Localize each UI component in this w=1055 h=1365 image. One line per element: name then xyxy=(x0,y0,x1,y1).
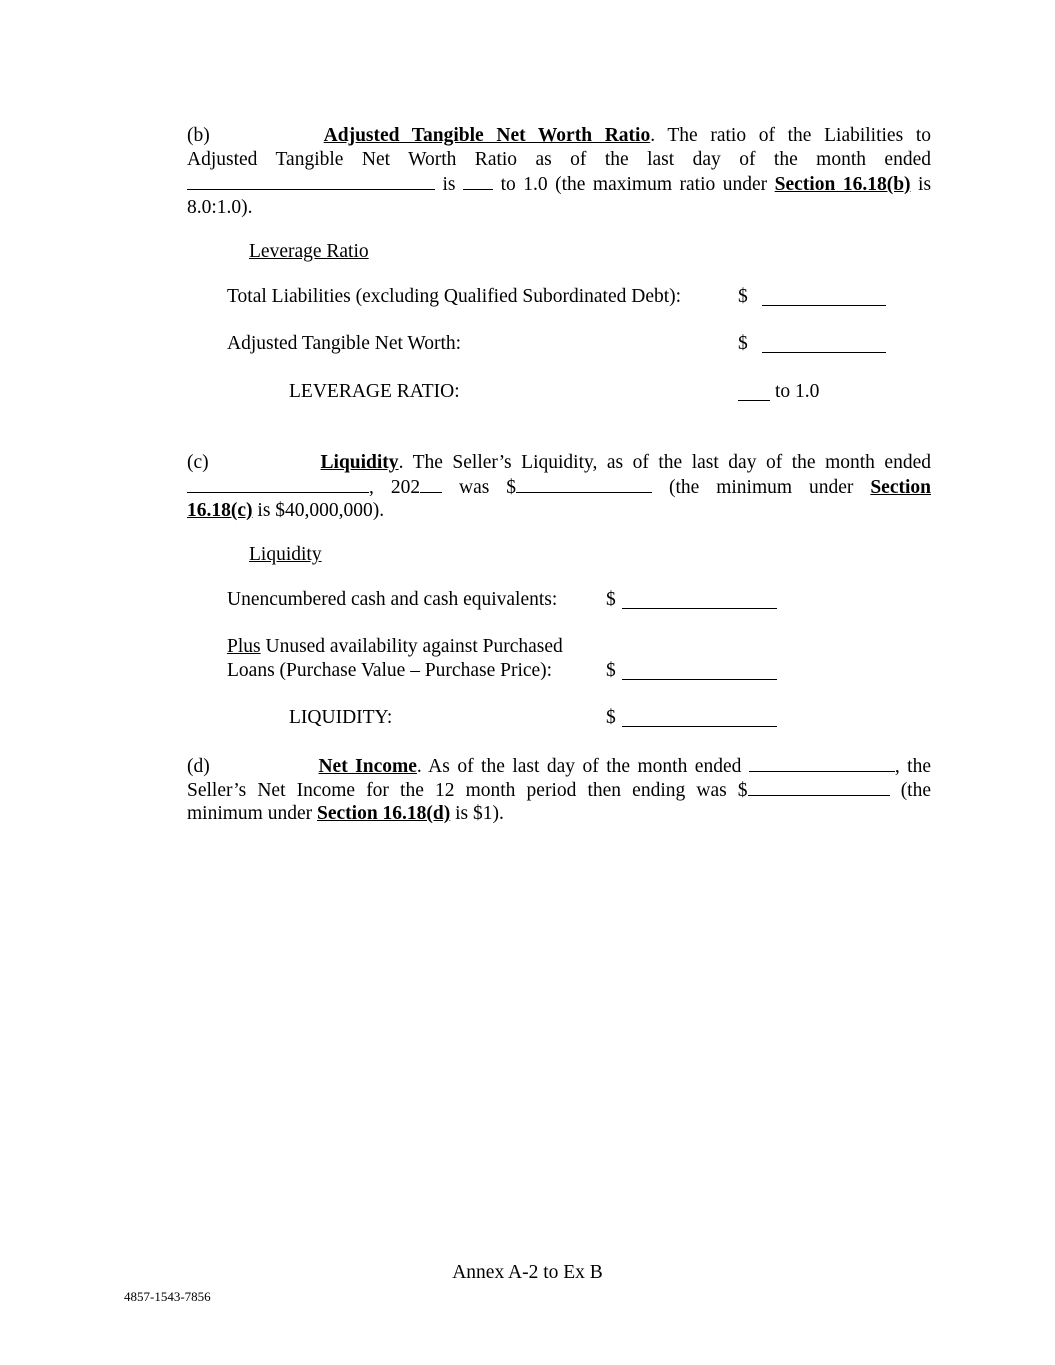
section-b-text1: . The ratio of the Liabilities to xyxy=(650,125,931,146)
adjusted-tnw-label: Adjusted Tangible Net Worth: xyxy=(227,333,462,354)
section-ref-c-a: Section xyxy=(870,477,931,498)
section-d-text1: . As of the last day of the month ended xyxy=(416,756,742,777)
month-blank[interactable] xyxy=(187,172,435,190)
leverage-ratio-label: LEVERAGE RATIO: xyxy=(289,381,460,402)
text-min: (the minimum under xyxy=(668,477,854,498)
total-liabilities-symbol: $ xyxy=(738,286,748,307)
liquidity-month-blank[interactable] xyxy=(187,475,369,493)
cash-label: Unencumbered cash and cash equivalents: xyxy=(227,589,558,610)
section-d-line-1 xyxy=(187,754,931,779)
section-d-line2a: Seller’s Net Income for the 12 month period then ending was $ xyxy=(187,780,748,801)
section-b-line-3 xyxy=(187,172,931,197)
unused-availability-label-b: Loans (Purchase Value – Purchase Price): xyxy=(227,660,553,681)
unused-availability-blank[interactable] xyxy=(622,662,777,680)
year-blank[interactable] xyxy=(420,475,442,493)
section-d-line2b: (the xyxy=(900,780,932,801)
section-ref-d: Section 16.18(d) xyxy=(317,803,451,824)
unused-availability-label-a xyxy=(227,635,563,659)
cash-blank[interactable] xyxy=(622,591,777,609)
document-id: 4857-1543-7856 xyxy=(124,1289,211,1304)
section-c-line-3 xyxy=(187,499,384,523)
section-c-line-1 xyxy=(187,451,931,475)
liquidity-total-label: LIQUIDITY: xyxy=(289,707,393,728)
unused-availability-symbol: $ xyxy=(606,660,616,681)
total-liabilities-label: Total Liabilities (excluding Qualified Subordinated Debt): xyxy=(227,286,682,307)
text-is-2: is xyxy=(918,174,932,195)
section-ref-c-b: 16.18(c) xyxy=(187,500,253,521)
section-d-line-3 xyxy=(187,802,504,826)
section-b-heading: Adjusted Tangible Net Worth Ratio xyxy=(323,125,651,146)
section-c-text1: . The Seller’s Liquidity, as of the last day of the month ended xyxy=(398,452,931,473)
ratio-blank[interactable] xyxy=(463,172,493,190)
text-year: , 202 xyxy=(369,477,421,498)
section-d-heading: Net Income xyxy=(318,756,417,777)
plus-label: Plus xyxy=(227,636,261,657)
adjusted-tnw-blank[interactable] xyxy=(762,335,886,353)
section-c-text-end: is $40,000,000). xyxy=(257,500,385,521)
section-c-heading: Liquidity xyxy=(320,452,399,473)
text-was: was $ xyxy=(459,477,517,498)
section-d-line-2 xyxy=(187,778,931,803)
leverage-ratio-title: Leverage Ratio xyxy=(249,241,369,262)
total-liabilities-blank[interactable] xyxy=(762,288,886,306)
section-ref-b: Section 16.18(b) xyxy=(774,174,911,195)
section-d-label: (d) xyxy=(187,756,210,777)
cash-symbol: $ xyxy=(606,589,616,610)
section-b-line-1 xyxy=(187,124,931,148)
section-c-label: (c) xyxy=(187,452,209,473)
section-c-line-2 xyxy=(187,475,931,500)
liquidity-title: Liquidity xyxy=(249,544,322,565)
adjusted-tnw-symbol: $ xyxy=(738,333,748,354)
annex-footer: Annex A-2 to Ex B xyxy=(452,1262,603,1283)
liquidity-total-symbol: $ xyxy=(606,707,616,728)
leverage-ratio-blank[interactable] xyxy=(738,383,770,401)
section-b-label: (b) xyxy=(187,125,210,146)
liquidity-total-blank[interactable] xyxy=(622,709,777,727)
section-d-line3a: minimum under xyxy=(187,803,313,824)
net-income-amount-blank[interactable] xyxy=(748,778,890,796)
text-the: , the xyxy=(894,756,931,777)
leverage-ratio-value: to 1.0 xyxy=(775,381,820,402)
text-ratio: to 1.0 (the maximum ratio under xyxy=(500,174,768,195)
section-d-line3b: is $1). xyxy=(455,803,504,824)
liquidity-amount-blank[interactable] xyxy=(516,475,652,493)
unused-availability-text: Unused availability against Purchased xyxy=(265,636,563,657)
text-is: is xyxy=(442,174,456,195)
net-income-month-blank[interactable] xyxy=(749,754,895,772)
section-b-line-2: Adjusted Tangible Net Worth Ratio as of the last day of the month ended xyxy=(187,149,931,170)
section-b-line-4: 8.0:1.0). xyxy=(187,197,253,218)
